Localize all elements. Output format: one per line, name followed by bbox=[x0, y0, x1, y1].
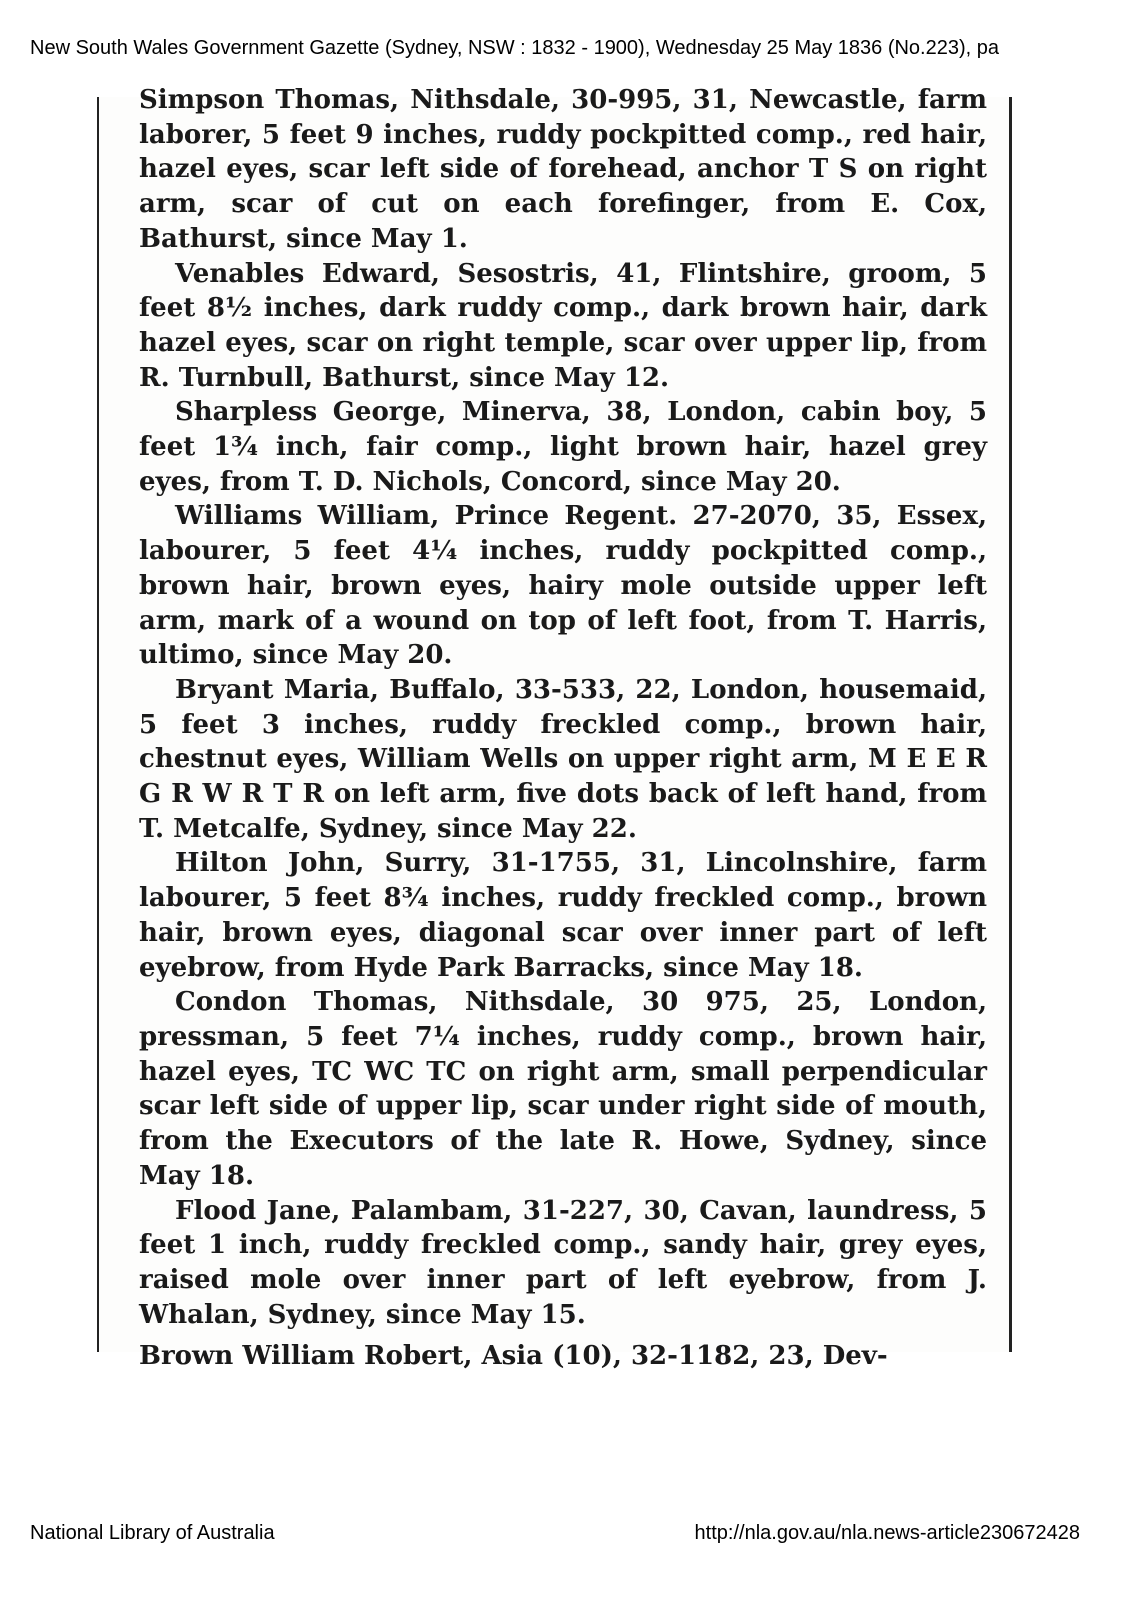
notice-entry: Flood Jane, Palambam, 31-227, 30, Cavan, laundress, 5 feet 1 inch, ruddy freckled comp., sandy hair, grey eyes, raised mole over inner part of left eyebrow, from J. Whalan, Sydney, since May 15. bbox=[139, 1195, 987, 1330]
notice-entry: Williams William, Prince Regent. 27-2070, 35, Essex, labourer, 5 feet 4¼ inches, ruddy pockpitted comp., brown hair, brown eyes, hairy mole outside upper left arm, mark of a wound on top of left foot, from T. Harris, ultimo, since May 20. bbox=[139, 501, 987, 671]
clipped-line-text: Brown William Robert, Asia (10), 32-1182, 23, Dev- bbox=[139, 1341, 888, 1371]
notice-entry: Bryant Maria, Buffalo, 33-533, 22, London, housemaid, 5 feet 3 inches, ruddy freckled comp., brown hair, chestnut eyes, William Wells on upper right arm, M E E R G R W R T R on left arm, five dots back of left hand, from T. Metcalfe, Sydney, since May 22. bbox=[139, 674, 987, 844]
newspaper-clipping bbox=[97, 85, 1012, 1371]
footer-source: National Library of Australia bbox=[30, 1522, 275, 1544]
clipped-line-fragment bbox=[139, 1341, 987, 1371]
article-text bbox=[139, 83, 987, 1332]
column-rule-right bbox=[1009, 97, 1012, 1352]
page-citation-header: New South Wales Government Gazette (Sydney, NSW : 1832 - 1900), Wednesday 25 May 1836 (No.223), pa bbox=[30, 37, 1000, 59]
notice-entry: Simpson Thomas, Nithsdale, 30-995, 31, Newcastle, farm laborer, 5 feet 9 inches, ruddy pockpitted comp., red hair, hazel eyes, scar left side of forehead, anchor T S on right arm, scar of cut on each forefinger, from E. Cox, Bathurst, since May 1. bbox=[139, 85, 987, 254]
footer-url[interactable]: http://nla.gov.au/nla.news-article230672428 bbox=[694, 1522, 1080, 1544]
notice-entry: Sharpless George, Minerva, 38, London, cabin boy, 5 feet 1¾ inch, fair comp., light brown hair, hazel grey eyes, from T. D. Nichols, Concord, since May 20. bbox=[139, 397, 987, 497]
notice-entry: Condon Thomas, Nithsdale, 30 975, 25, London, pressman, 5 feet 7¼ inches, ruddy comp., brown hair, hazel eyes, TC WC TC on right arm, small perpendicular scar left side of upper lip, scar under right side of mouth, from the Executors of the late R. Howe, Sydney, since May 18. bbox=[139, 987, 987, 1191]
notice-entry: Venables Edward, Sesostris, 41, Flintshire, groom, 5 feet 8½ inches, dark ruddy comp., dark brown hair, dark hazel eyes, scar on right temple, scar over upper lip, from R. Turnbull, Bathurst, since May 12. bbox=[139, 258, 987, 393]
notice-entry: Hilton John, Surry, 31-1755, 31, Lincolnshire, farm labourer, 5 feet 8¾ inches, ruddy freckled comp., brown hair, brown eyes, diagonal scar over inner part of left eyebrow, from Hyde Park Barracks, since May 18. bbox=[139, 848, 987, 983]
column-rule-left bbox=[97, 97, 99, 1352]
